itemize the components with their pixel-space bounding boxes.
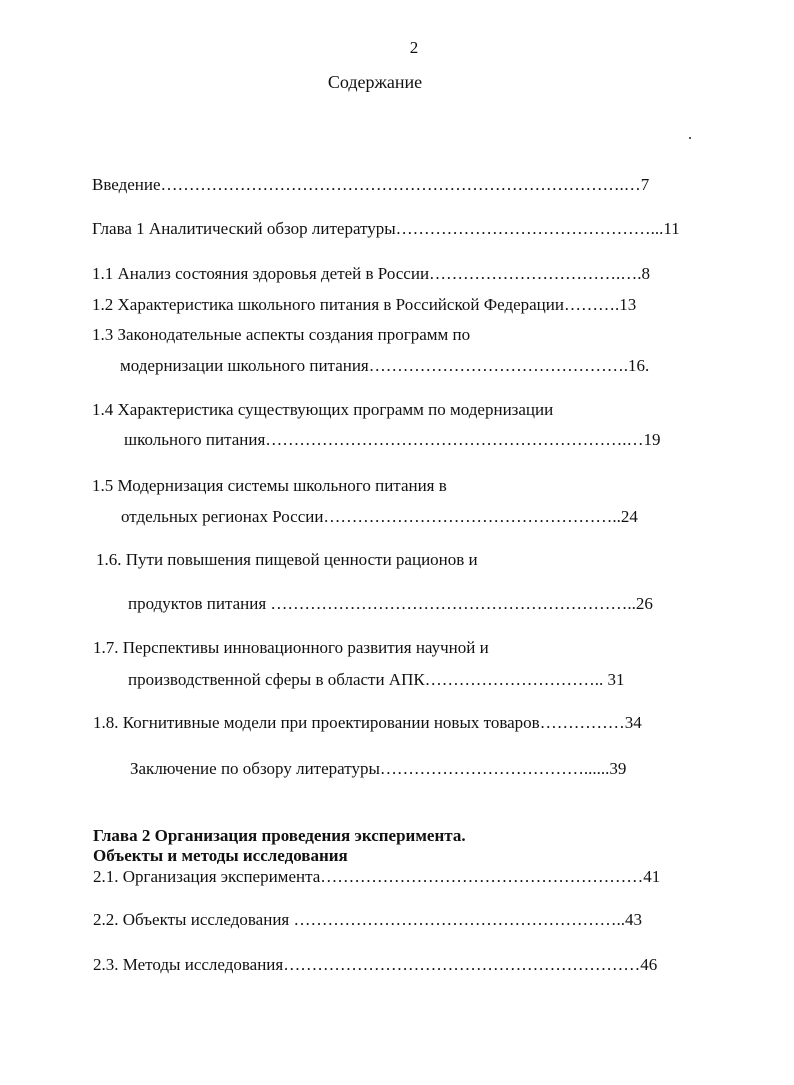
toc-section-2-1: 2.1. Организация эксперимента…………………………………………………41 — [93, 867, 661, 886]
toc-section-1-3-line2: модернизации школьного питания……………………………………….16. — [120, 356, 650, 375]
scan-speck — [689, 137, 691, 139]
page-title: Содержание — [327, 72, 423, 92]
toc-section-1-6-line2: продуктов питания ………………………………………………………..26 — [128, 594, 653, 613]
toc-section-1-5-line2: отдельных регионах России……………………………………………..24 — [121, 507, 638, 526]
toc-section-1-7-line1: 1.7. Перспективы инновационного развития научной и — [93, 638, 489, 657]
toc-section-2-3: 2.3. Методы исследования………………………………………………………46 — [93, 955, 658, 974]
toc-section-1-8: 1.8. Когнитивные модели при проектировании новых товаров……………34 — [93, 713, 642, 732]
toc-section-1-4-line2: школьного питания……………………………………………………….…19 — [124, 430, 661, 449]
toc-section-1-6-line1: 1.6. Пути повышения пищевой ценности рационов и — [96, 550, 478, 569]
toc-section-1-4-line1: 1.4 Характеристика существующих программ по модернизации — [92, 400, 554, 419]
toc-section-1-3-line1: 1.3 Законодательные аспекты создания программ по — [92, 325, 471, 344]
toc-section-1-7-line2: производственной сферы в области АПК………………………….. 31 — [128, 670, 625, 689]
page-number: 2 — [409, 38, 419, 57]
toc-section-1-1: 1.1 Анализ состояния здоровья детей в России…………………………….….8 — [92, 264, 651, 283]
toc-intro: Введение……………………………………………………………………….…7 — [92, 175, 650, 194]
toc-section-1-5-line1: 1.5 Модернизация системы школьного питания в — [92, 476, 447, 495]
toc-section-2-2: 2.2. Объекты исследования …………………………………………………..43 — [93, 910, 642, 929]
toc-conclusion: Заключение по обзору литературы………………………………......39 — [130, 759, 627, 778]
toc-chapter-2-line2: Объекты и методы исследования — [93, 846, 348, 865]
toc-chapter-1: Глава 1 Аналитический обзор литературы………………………………………...11 — [92, 219, 680, 238]
toc-chapter-2-line1: Глава 2 Организация проведения эксперимента. — [93, 826, 466, 845]
toc-section-1-2: 1.2 Характеристика школьного питания в Российской Федерации……….13 — [92, 295, 637, 314]
